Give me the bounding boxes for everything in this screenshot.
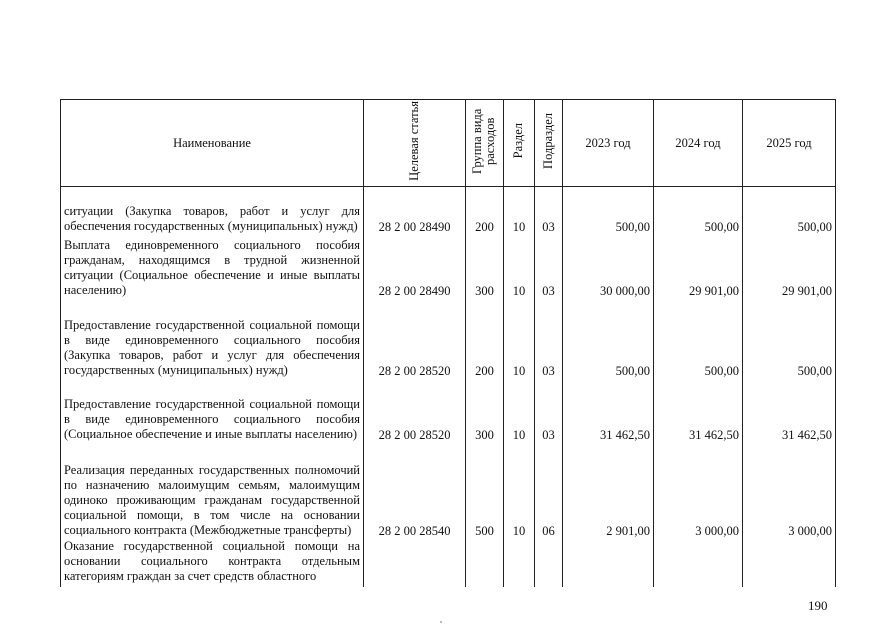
row-value-2025: 500,00	[743, 187, 836, 235]
row-value-2023: 500,00	[563, 187, 654, 235]
budget-table	[60, 99, 836, 587]
row-group: 300	[466, 379, 504, 443]
row-name: Реализация переданных государственных полномочий по назначению малоимущим семьям, малоимущим одиноко проживающим гражданам государственной социальной помощи, в том числе на основании социального контракта (Межбюджетные трансферты)	[61, 443, 364, 539]
row-section: 10	[504, 379, 535, 443]
row-name: Выплата единовременного социального пособия гражданам, находящимся в трудной жизненной ситуации (Социальное обеспечение и иные выплаты населению)	[61, 235, 364, 299]
header-year-2023: 2023 год	[563, 100, 654, 187]
row-group: 300	[466, 235, 504, 299]
row-value-2025: 31 462,50	[743, 379, 836, 443]
row-name: Оказание государственной социальной помощи на основании социального контракта отдельным категориям граждан за счет средств областного	[61, 539, 364, 587]
row-value-2025: 500,00	[743, 299, 836, 379]
table-row	[61, 443, 836, 539]
row-value-2025	[743, 539, 836, 587]
row-subsection	[535, 539, 563, 587]
row-article: 28 2 00 28540	[364, 443, 466, 539]
row-subsection: 03	[535, 235, 563, 299]
page-number: 190	[808, 598, 828, 613]
row-value-2023: 30 000,00	[563, 235, 654, 299]
row-subsection: 03	[535, 299, 563, 379]
row-value-2024: 3 000,00	[654, 443, 743, 539]
header-year-2024: 2024 год	[654, 100, 743, 187]
row-article: 28 2 00 28520	[364, 299, 466, 379]
row-section: 10	[504, 187, 535, 235]
budget-table-container	[60, 99, 836, 587]
row-section	[504, 539, 535, 587]
row-section: 10	[504, 443, 535, 539]
row-subsection: 03	[535, 187, 563, 235]
table-row	[61, 539, 836, 587]
row-value-2024: 500,00	[654, 299, 743, 379]
row-group: 500	[466, 443, 504, 539]
table-row	[61, 235, 836, 299]
row-article: 28 2 00 28520	[364, 379, 466, 443]
row-section: 10	[504, 299, 535, 379]
row-article: 28 2 00 28490	[364, 235, 466, 299]
header-article: Целевая статья	[364, 100, 466, 187]
row-article: 28 2 00 28490	[364, 187, 466, 235]
header-year-2025: 2025 год	[743, 100, 836, 187]
row-name: Предоставление государственной социальной помощи в виде единовременного социального пособия (Социальное обеспечение и иные выплаты населению)	[61, 379, 364, 443]
row-group	[466, 539, 504, 587]
table-row	[61, 187, 836, 235]
row-value-2023: 2 901,00	[563, 443, 654, 539]
row-subsection: 06	[535, 443, 563, 539]
row-section: 10	[504, 235, 535, 299]
header-name: Наименование	[61, 100, 364, 187]
scan-speck	[440, 621, 442, 623]
table-row	[61, 379, 836, 443]
row-subsection: 03	[535, 379, 563, 443]
row-name: Предоставление государственной социальной помощи в виде единовременного социального пособия (Закупка товаров, работ и услуг для обеспечения государственных (муниципальных) нужд)	[61, 299, 364, 379]
table-body	[61, 187, 836, 587]
row-value-2024: 31 462,50	[654, 379, 743, 443]
table-row	[61, 299, 836, 379]
header-subsection: Подраздел	[535, 100, 563, 187]
header-expense-group: Группа вида расходов	[466, 100, 504, 187]
row-value-2023	[563, 539, 654, 587]
row-value-2024: 500,00	[654, 187, 743, 235]
row-name: ситуации (Закупка товаров, работ и услуг для обеспечения государственных (муниципальных) нужд)	[61, 187, 364, 235]
header-section: Раздел	[504, 100, 535, 187]
row-value-2025: 3 000,00	[743, 443, 836, 539]
row-value-2023: 31 462,50	[563, 379, 654, 443]
row-value-2024	[654, 539, 743, 587]
row-group: 200	[466, 299, 504, 379]
row-value-2024: 29 901,00	[654, 235, 743, 299]
table-header	[61, 100, 836, 187]
row-group: 200	[466, 187, 504, 235]
row-article	[364, 539, 466, 587]
row-value-2023: 500,00	[563, 299, 654, 379]
row-value-2025: 29 901,00	[743, 235, 836, 299]
